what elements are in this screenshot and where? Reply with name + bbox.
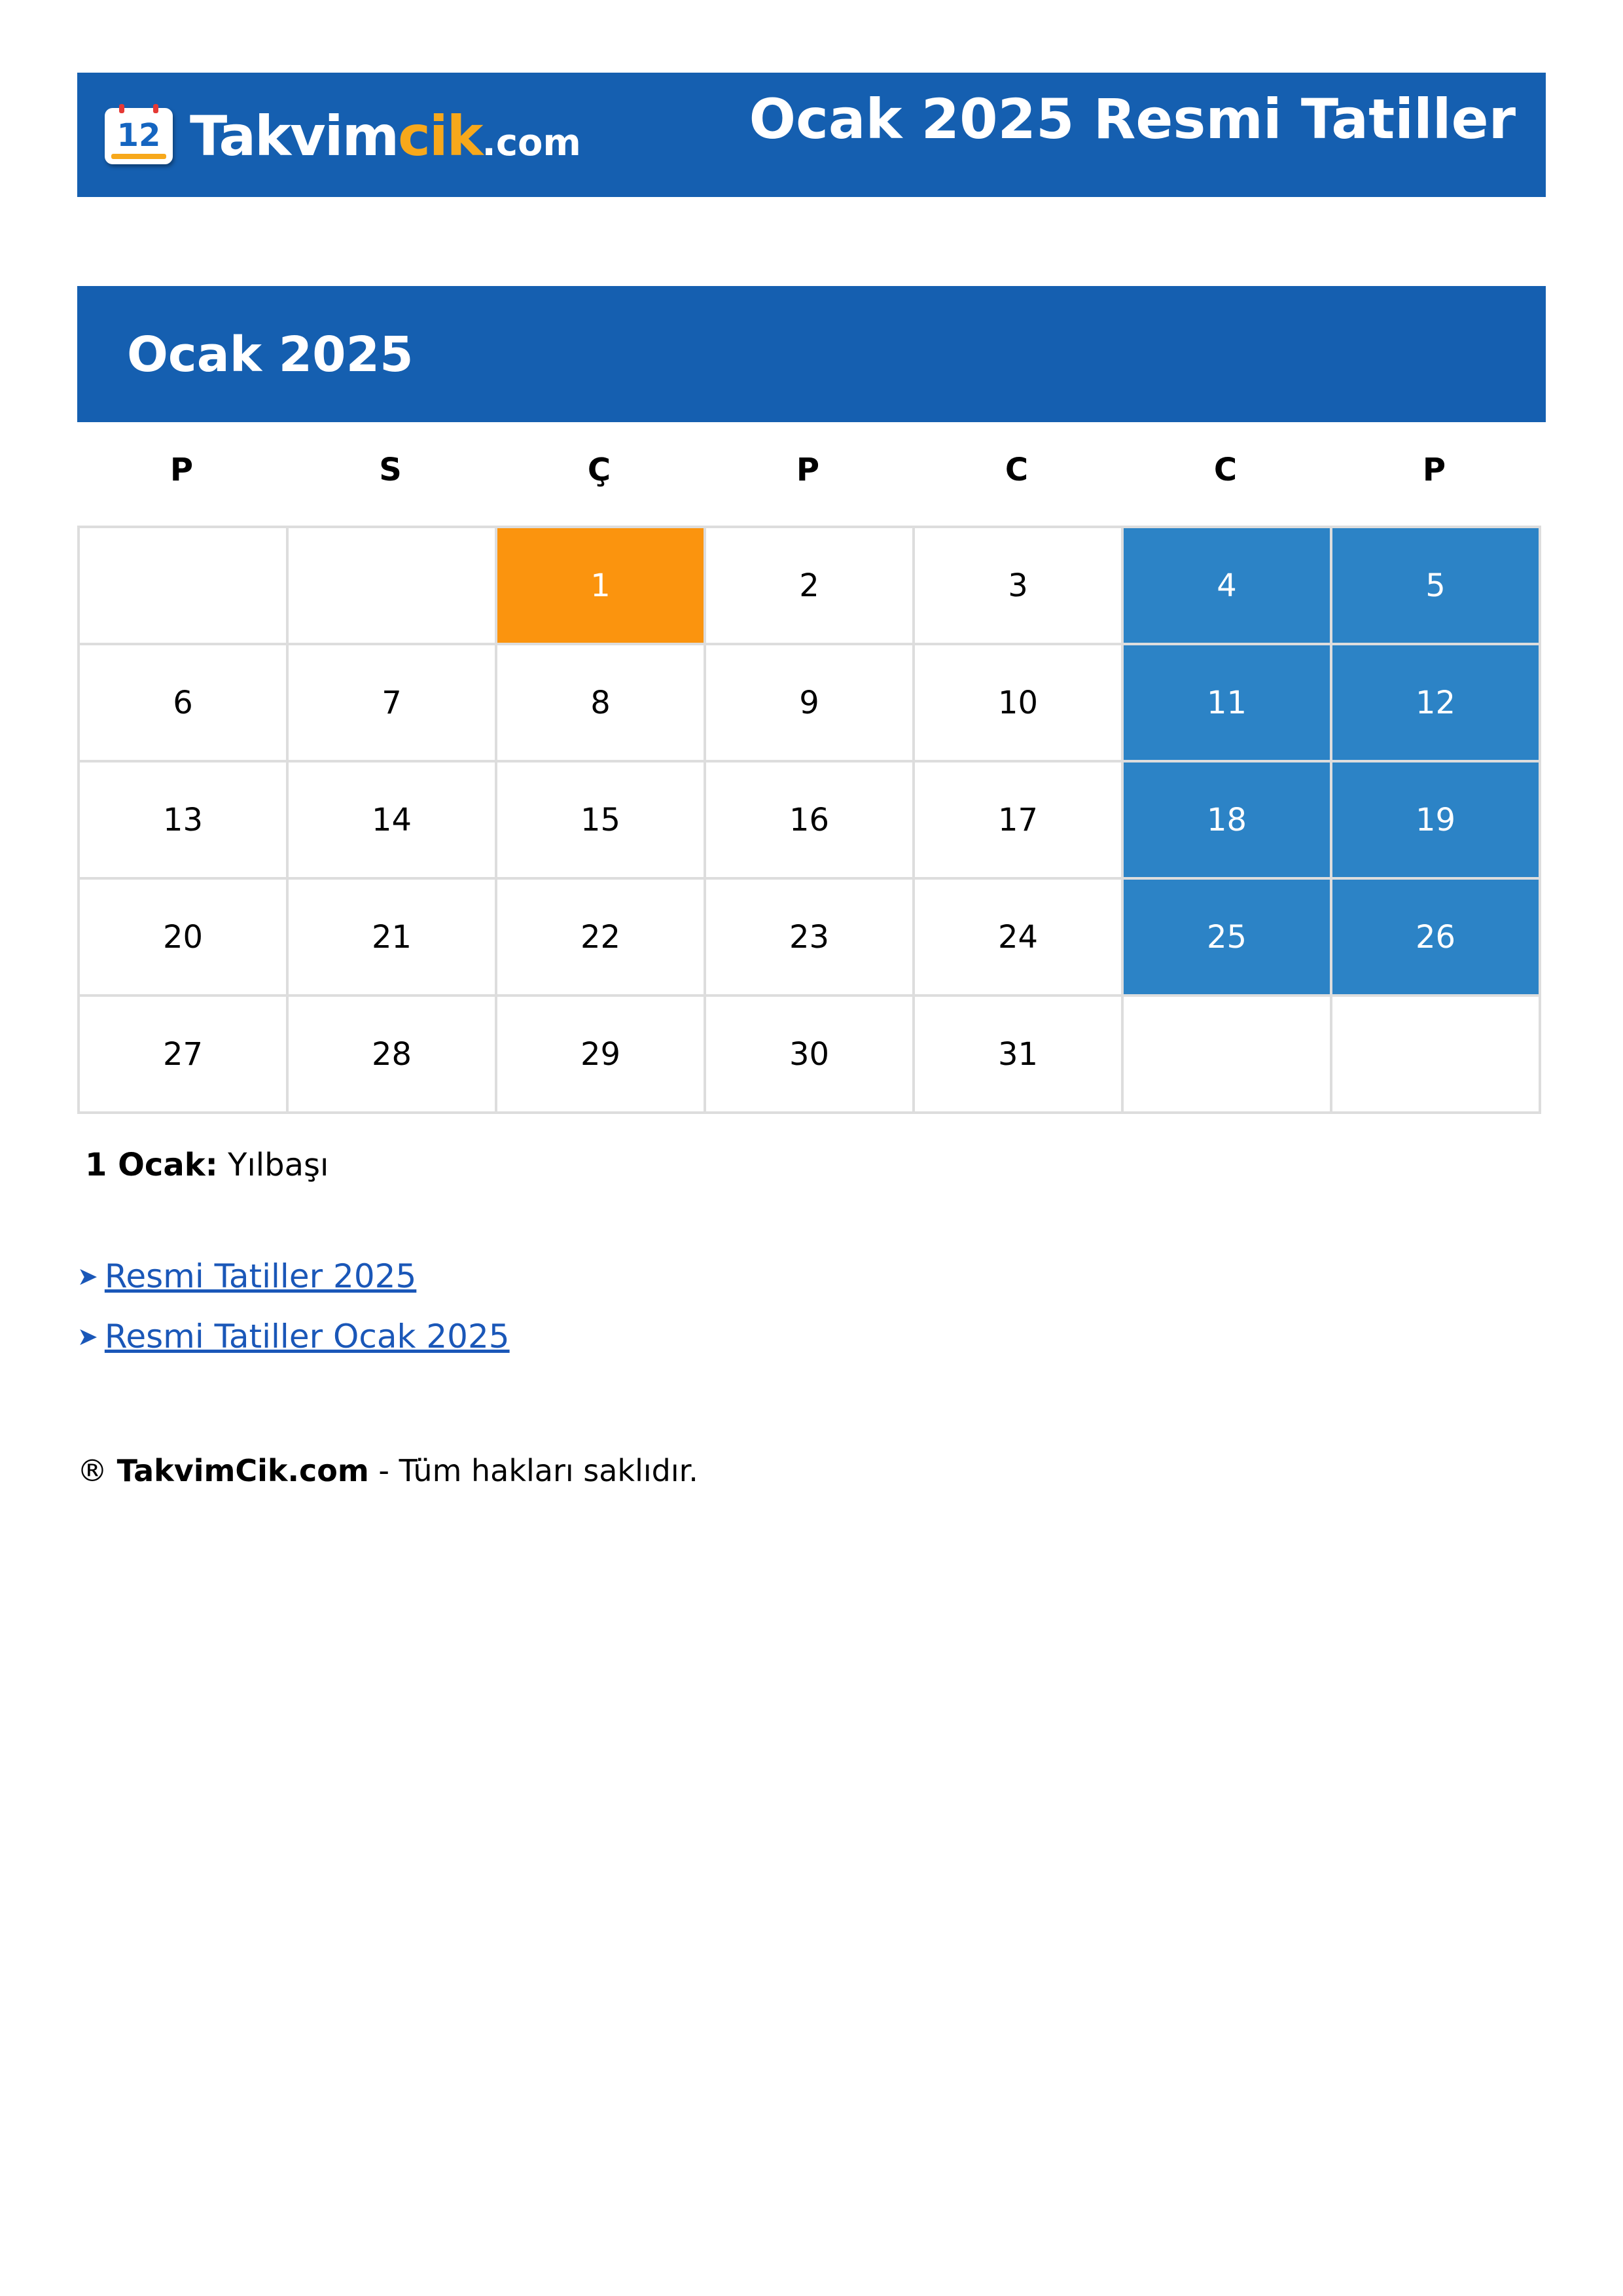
page-header	[77, 73, 1546, 197]
registered-symbol: ®	[77, 1453, 107, 1488]
day-cell: 30	[705, 996, 914, 1113]
day-cell: 31	[914, 996, 1122, 1113]
weekday-label: Ç	[587, 452, 611, 488]
weekday-header-row	[77, 452, 1539, 497]
day-cell	[1122, 996, 1331, 1113]
holiday-note-name: Yılbaşı	[228, 1147, 329, 1183]
day-cell-weekend: 5	[1331, 527, 1540, 644]
page-title: Ocak 2025 Resmi Tatiller	[749, 87, 1516, 151]
arrow-right-icon: ➤	[77, 1322, 98, 1351]
calendar-week	[79, 878, 1540, 996]
day-cell: 2	[705, 527, 914, 644]
logo-name-part1: Takvim	[190, 104, 399, 168]
day-cell-weekend: 12	[1331, 644, 1540, 761]
link-item	[77, 1306, 510, 1367]
day-cell: 17	[914, 761, 1122, 878]
day-cell: 21	[287, 878, 496, 996]
footer-site-name: TakvimCik.com	[116, 1453, 369, 1488]
day-cell-holiday: 1	[496, 527, 705, 644]
day-cell	[1331, 996, 1540, 1113]
logo-name-part2: cik	[398, 104, 482, 168]
link-resmi-tatiller-ocak-2025[interactable]: Resmi Tatiller Ocak 2025	[104, 1318, 510, 1355]
day-cell: 22	[496, 878, 705, 996]
footer	[77, 1453, 698, 1488]
site-logo[interactable]	[105, 104, 581, 168]
day-cell	[79, 527, 287, 644]
calendar-week	[79, 996, 1540, 1113]
day-cell-weekend: 26	[1331, 878, 1540, 996]
holiday-note	[85, 1147, 329, 1183]
related-links	[77, 1246, 510, 1367]
logo-icon-number: 12	[116, 117, 161, 154]
day-cell: 6	[79, 644, 287, 761]
arrow-right-icon: ➤	[77, 1262, 98, 1291]
holiday-note-date: 1 Ocak:	[85, 1147, 218, 1183]
logo-wordmark	[190, 104, 581, 168]
day-cell: 3	[914, 527, 1122, 644]
calendar-icon	[105, 108, 173, 164]
day-cell-weekend: 4	[1122, 527, 1331, 644]
day-cell: 24	[914, 878, 1122, 996]
calendar-week	[79, 527, 1540, 644]
day-cell: 8	[496, 644, 705, 761]
day-cell-weekend: 25	[1122, 878, 1331, 996]
link-item	[77, 1246, 510, 1306]
day-cell: 16	[705, 761, 914, 878]
calendar-grid	[77, 526, 1541, 1114]
footer-text: - Tüm hakları saklıdır.	[378, 1453, 698, 1488]
day-cell: 7	[287, 644, 496, 761]
weekday-label: S	[379, 452, 402, 488]
weekday-label: C	[1213, 452, 1238, 488]
logo-name-part3: .com	[482, 122, 581, 164]
link-resmi-tatiller-2025[interactable]: Resmi Tatiller 2025	[104, 1257, 417, 1295]
day-cell: 20	[79, 878, 287, 996]
day-cell: 29	[496, 996, 705, 1113]
day-cell: 15	[496, 761, 705, 878]
day-cell: 27	[79, 996, 287, 1113]
day-cell	[287, 527, 496, 644]
day-cell: 14	[287, 761, 496, 878]
day-cell: 9	[705, 644, 914, 761]
day-cell-weekend: 11	[1122, 644, 1331, 761]
day-cell-weekend: 19	[1331, 761, 1540, 878]
month-title: Ocak 2025	[127, 327, 414, 383]
weekday-label: P	[1422, 452, 1446, 488]
weekday-label: P	[169, 452, 194, 488]
weekday-label: P	[796, 452, 820, 488]
day-cell-weekend: 18	[1122, 761, 1331, 878]
calendar-week	[79, 644, 1540, 761]
weekday-label: C	[1005, 452, 1029, 488]
day-cell: 28	[287, 996, 496, 1113]
day-cell: 10	[914, 644, 1122, 761]
day-cell: 13	[79, 761, 287, 878]
calendar-week	[79, 761, 1540, 878]
day-cell: 23	[705, 878, 914, 996]
month-header	[77, 286, 1546, 422]
